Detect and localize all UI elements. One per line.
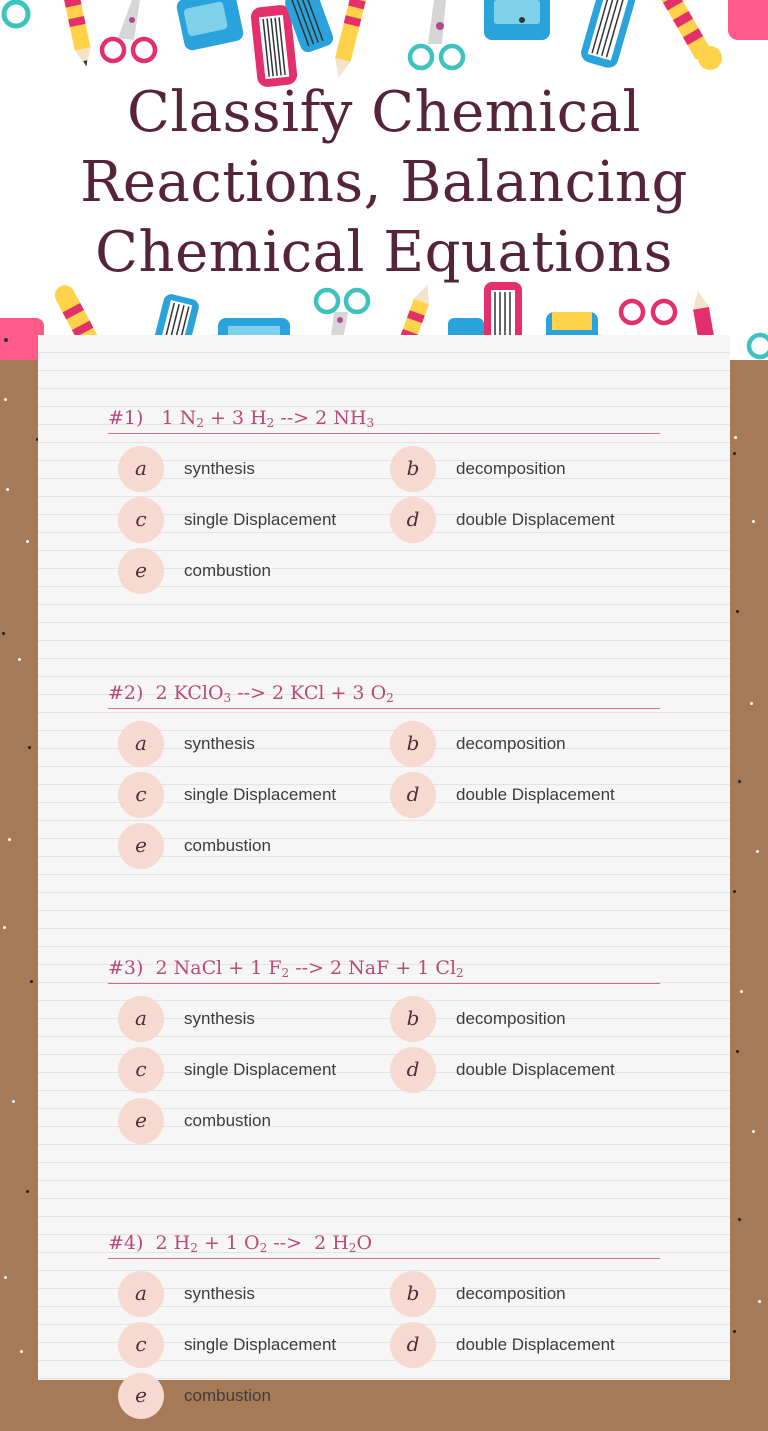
option-label: single Displacement: [184, 1335, 337, 1354]
option-label: combustion: [184, 1111, 271, 1130]
option-letter-badge: a: [118, 996, 164, 1042]
option-letter-badge: a: [118, 446, 164, 492]
chemical-equation: 2 $H_2 + 1$ $O_2$ --> 2 $H_2O$: [155, 1232, 373, 1255]
option-label: synthesis: [184, 734, 255, 753]
option-c[interactable]: [108, 1322, 368, 1368]
pencil-icon: [331, 0, 368, 79]
option-letter-badge: b: [390, 996, 436, 1042]
chemical-equation: 1 $N_2 + 3$ $H_2$ --> 2 $NH_3$: [161, 407, 375, 430]
option-label: decomposition: [456, 734, 566, 753]
scissors-icon: [4, 2, 28, 26]
question-number: #4): [108, 1232, 144, 1254]
option-label: double Displacement: [456, 510, 615, 529]
option-letter-badge: e: [118, 823, 164, 869]
scissors-icon: [102, 0, 155, 61]
option-label: combustion: [184, 836, 271, 855]
question-number: #2): [108, 682, 144, 704]
header-banner: [0, 0, 768, 360]
option-letter-badge: e: [118, 1098, 164, 1144]
option-b[interactable]: [380, 1271, 640, 1317]
question-number: #1): [108, 407, 144, 429]
option-letter-badge: c: [118, 1047, 164, 1093]
scissors-icon: [410, 0, 463, 68]
option-c[interactable]: [108, 497, 368, 543]
option-label: double Displacement: [456, 1335, 615, 1354]
option-label: decomposition: [456, 459, 566, 478]
bag-icon: [175, 0, 245, 52]
question-number: #3): [108, 957, 144, 979]
question-heading: [108, 1228, 660, 1259]
option-d[interactable]: [380, 772, 640, 818]
page-title: Classify Chemical Reactions, Balancing Chemical Equations: [80, 80, 688, 285]
option-letter-badge: a: [118, 721, 164, 767]
option-letter-badge: d: [390, 497, 436, 543]
question-heading: [108, 678, 660, 709]
chemical-equation: 2 KClO$_3$ --> 2 KCl + 3 $O_2$: [155, 682, 394, 705]
option-e[interactable]: [108, 548, 368, 594]
option-label: single Displacement: [184, 785, 337, 804]
question-1: [108, 403, 660, 606]
option-label: single Displacement: [184, 1060, 337, 1079]
option-e[interactable]: [108, 1098, 368, 1144]
option-letter-badge: e: [118, 548, 164, 594]
bag-icon: [728, 0, 768, 40]
option-letter-badge: b: [390, 446, 436, 492]
option-b[interactable]: [380, 996, 640, 1042]
option-d[interactable]: [380, 1322, 640, 1368]
option-a[interactable]: [108, 1271, 368, 1317]
question-2: [108, 678, 660, 881]
answer-options: [108, 1271, 660, 1431]
question-4: [108, 1228, 660, 1431]
option-label: decomposition: [456, 1284, 566, 1303]
option-letter-badge: b: [390, 721, 436, 767]
scissors-icon: [621, 301, 675, 323]
option-label: double Displacement: [456, 1060, 615, 1079]
answer-options: [108, 996, 660, 1156]
option-letter-badge: e: [118, 1373, 164, 1419]
option-e[interactable]: [108, 823, 368, 869]
option-letter-badge: d: [390, 772, 436, 818]
option-letter-badge: c: [118, 1322, 164, 1368]
option-label: synthesis: [184, 1009, 255, 1028]
option-c[interactable]: [108, 772, 368, 818]
option-letter-badge: d: [390, 1322, 436, 1368]
eraser-icon: [698, 46, 722, 70]
option-label: combustion: [184, 1386, 271, 1405]
option-label: double Displacement: [456, 785, 615, 804]
scissors-icon: [749, 335, 768, 357]
option-letter-badge: c: [118, 497, 164, 543]
chemical-equation: 2 NaCl + 1 $F_2$ --> 2 NaF + 1 $Cl_2$: [155, 957, 464, 980]
option-letter-badge: a: [118, 1271, 164, 1317]
question-heading: [108, 953, 660, 984]
pencil-icon: [62, 0, 94, 68]
book-icon: [579, 0, 638, 70]
option-b[interactable]: [380, 446, 640, 492]
option-label: combustion: [184, 561, 271, 580]
option-letter-badge: c: [118, 772, 164, 818]
option-label: synthesis: [184, 459, 255, 478]
option-d[interactable]: [380, 497, 640, 543]
option-letter-badge: d: [390, 1047, 436, 1093]
option-label: decomposition: [456, 1009, 566, 1028]
worksheet-paper: [38, 335, 730, 1407]
option-a[interactable]: [108, 996, 368, 1042]
option-d[interactable]: [380, 1047, 640, 1093]
option-c[interactable]: [108, 1047, 368, 1093]
option-a[interactable]: [108, 721, 368, 767]
question-heading: [108, 403, 660, 434]
bag-icon: [484, 0, 550, 40]
option-label: single Displacement: [184, 510, 337, 529]
question-3: [108, 953, 660, 1156]
answer-options: [108, 721, 660, 881]
option-label: synthesis: [184, 1284, 255, 1303]
option-b[interactable]: [380, 721, 640, 767]
option-a[interactable]: [108, 446, 368, 492]
option-letter-badge: b: [390, 1271, 436, 1317]
answer-options: [108, 446, 660, 606]
